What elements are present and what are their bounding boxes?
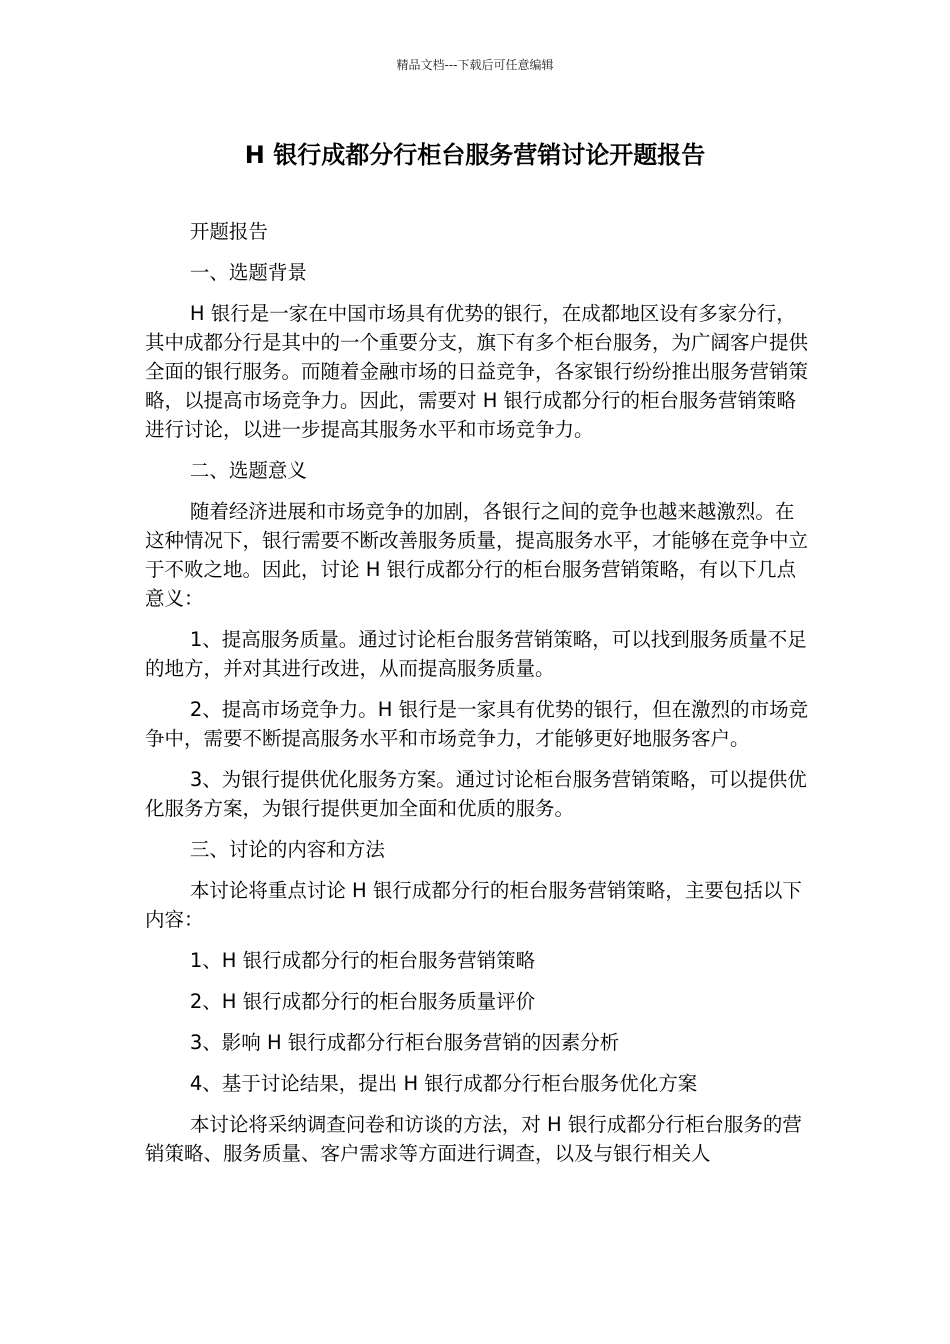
list-item-content-1: 1、H 银行成都分行的柜台服务营销策略 — [189, 949, 536, 972]
section-heading-content-methods: 三、讨论的内容和方法 — [189, 838, 385, 861]
paragraph-background: H 银行是一家在中国市场具有优势的银行，在成都地区设有多家分行，其中成都分行是其中的一个重要分支，旗下有多个柜台服务，为广阔客户提供全面的银行服务。而随着金融市场的日益竞争，各家银行纷纷推出服务营销策略，以提高市场竞争力。因此，需要对 H 银行成都分行的柜台服务营销策略进行讨论，以进一步提高其服务水平和市场竞争力。 — [145, 302, 809, 441]
page-header-watermark: 精品文档---下载后可任意编辑 — [396, 58, 554, 72]
heading-proposal-report: 开题报告 — [189, 220, 268, 243]
list-item-content-2: 2、H 银行成都分行的柜台服务质量评价 — [189, 990, 536, 1013]
paragraph-content-intro: 本讨论将重点讨论 H 银行成都分行的柜台服务营销策略，主要包括以下内容： — [145, 879, 802, 931]
paragraph-significance: 随着经济进展和市场竞争的加剧，各银行之间的竞争也越来越激烈。在这种情况下，银行需要不断改善服务质量，提高服务水平，才能够在竞争中立于不败之地。因此，讨论 H 银行成都分行的柜台服务营销策略，有以下几点意义： — [145, 500, 809, 610]
document-body — [145, 217, 810, 1180]
list-item-content-3: 3、影响 H 银行成都分行柜台服务营销的因素分析 — [189, 1031, 620, 1054]
list-item-significance-2: 2、提高市场竞争力。H 银行是一家具有优势的银行，但在激烈的市场竞争中，需要不断提高服务水平和市场竞争力，才能够更好地服务客户。 — [145, 698, 809, 750]
paragraph-methods: 本讨论将采纳调查问卷和访谈的方法，对 H 银行成都分行柜台服务的营销策略、服务质量、客户需求等方面进行调查，以及与银行相关人 — [145, 1113, 802, 1165]
list-item-significance-1: 1、提高服务质量。通过讨论柜台服务营销策略，可以找到服务质量不足的地方，并对其进行改进，从而提高服务质量。 — [145, 628, 807, 680]
list-item-content-4: 4、基于讨论结果，提出 H 银行成都分行柜台服务优化方案 — [189, 1072, 698, 1095]
document-title: H 银行成都分行柜台服务营销讨论开题报告 — [244, 141, 706, 169]
list-item-significance-3: 3、为银行提供优化服务方案。通过讨论柜台服务营销策略，可以提供优化服务方案，为银行提供更加全面和优质的服务。 — [145, 768, 807, 820]
section-heading-significance: 二、选题意义 — [189, 459, 307, 482]
section-heading-background: 一、选题背景 — [189, 261, 307, 284]
